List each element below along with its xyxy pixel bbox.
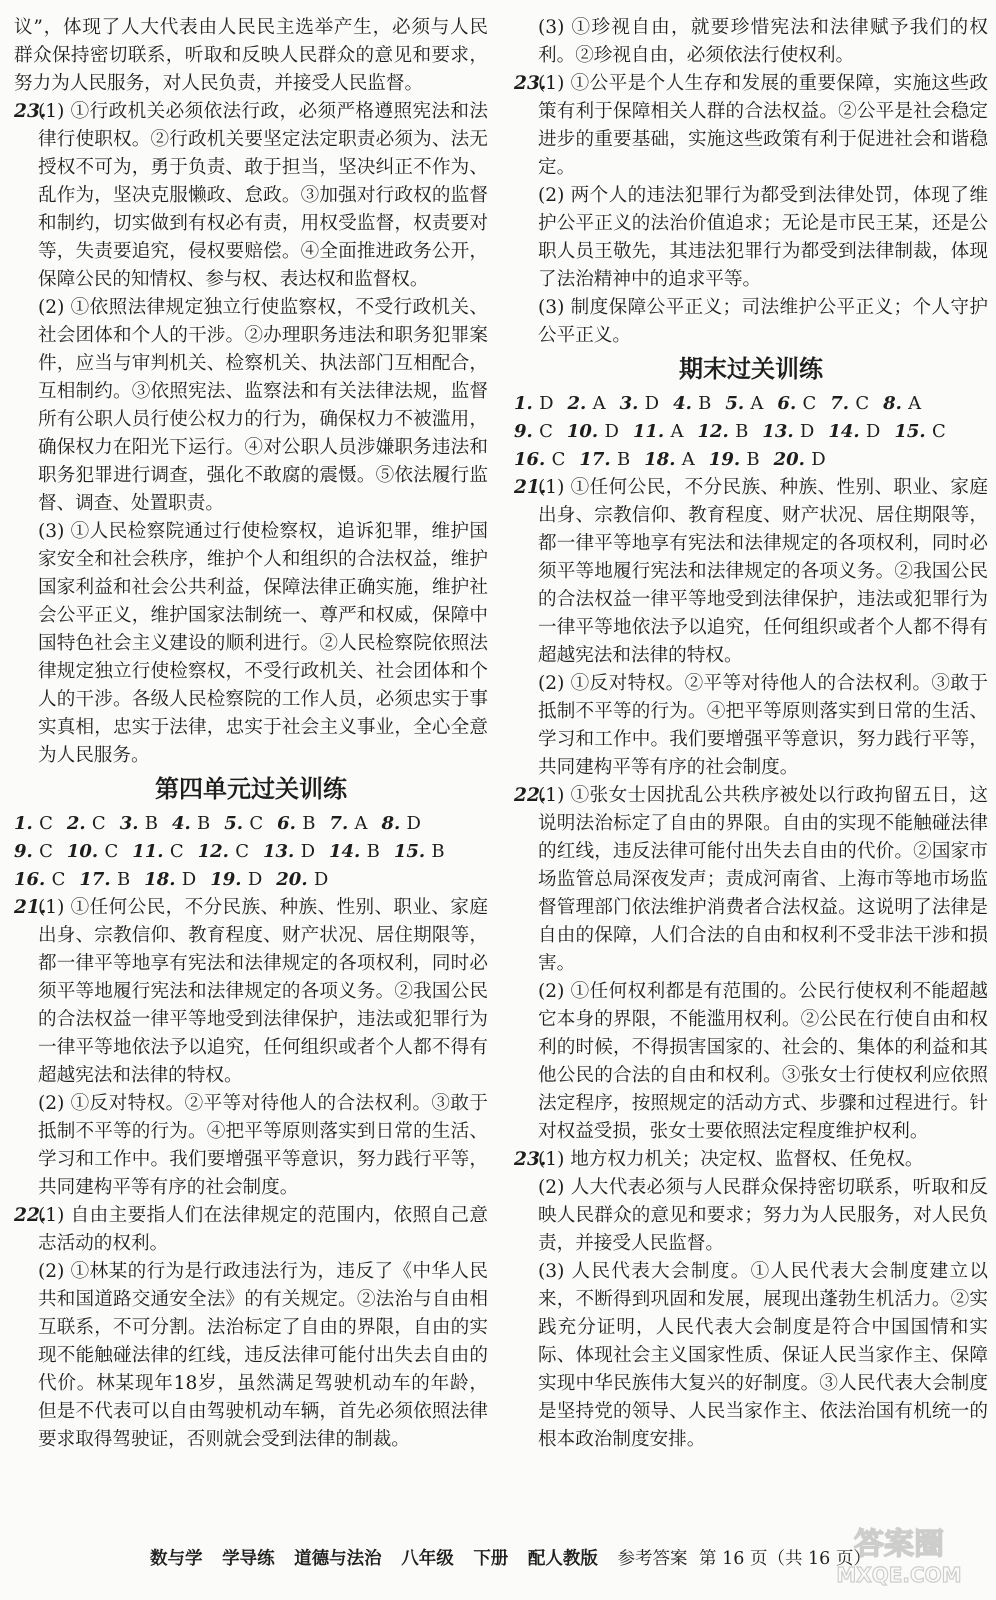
question-number: 23. xyxy=(514,73,547,94)
mcq-answer: A xyxy=(908,393,922,414)
mcq-answer: A xyxy=(670,421,684,442)
question-21-part-1 xyxy=(514,474,988,670)
mcq-answer: C xyxy=(39,813,53,834)
section-heading: 第四单元过关训练 xyxy=(155,775,347,803)
mcq-answer: C xyxy=(931,421,946,442)
question-23-part-3: (3) ①人民检察院通过行使检察权，追诉犯罪，维护国家安全和社会秩序，维护个人和组织的合法权益，维护国家利益和社会公共利益，保障法律正确实施，维护社会公平正义，维护国家法制统一、尊严和权威，保障中国特色社会主义建设的顺利进行。②人民检察院依照法律规定独立行使检察权，不受行政机关、社会团体和个人的干涉。各级人民检察院的工作人员，必须忠实于事实真相，忠实于法律，忠实于社会主义事业，全心全意为人民服务。 xyxy=(38,521,488,766)
question-23-final-part-1 xyxy=(514,1146,988,1174)
mcq-answer: D xyxy=(865,421,881,442)
mcq-number: 19. xyxy=(708,449,747,470)
question-22-part-1 xyxy=(14,1202,488,1258)
answer-text: (1) ①任何公民，不分民族、种族、性别、职业、家庭出身、宗教信仰、教育程度、财产状况、居住期限等，都一律平等地享有宪法和法律规定的各项权利，同时必须平等地履行宪法和法律规定的各项义务。②我国公民的合法权益一律平等地受到法律保护，违法或犯罪行为一律平等地依法予以追究，任何组织或者个人都不得有超越宪法和法律的特权。 xyxy=(538,477,988,666)
mcq-answer: A xyxy=(750,393,764,414)
question-22-part-2: (2) ①任何权利都是有范围的。公民行使权利不能超越它本身的界限，不能滥用权利。②公民在行使自由和权利的时候，不得损害国家的、社会的、集体的利益和其他公民的合法的自由和权利。③张女士行使权利应依照法定程序，按照规定的活动方式、步骤和过程进行。针对权益受损，张女士要依照法定程度维护权利。 xyxy=(538,981,988,1142)
mcq-number: 9. xyxy=(514,421,540,442)
question-21-part-2: (2) ①反对特权。②平等对待他人的合法权利。③敢于抵制不平等的行为。④把平等原则落实到日常的生活、学习和工作中。我们要增强平等意识，努力践行平等，共同建构平等有序的社会制度。 xyxy=(38,1093,488,1198)
mcq-row xyxy=(514,390,988,418)
left-column xyxy=(14,14,488,1454)
mcq-answer: D xyxy=(181,869,197,890)
mcq-number: 2. xyxy=(66,813,92,834)
mcq-number: 4. xyxy=(171,813,198,834)
mcq-answer: D xyxy=(406,813,421,834)
mcq-answer: B xyxy=(431,841,445,862)
footer-section: 参考答案 xyxy=(617,1549,688,1569)
mcq-answer: B xyxy=(746,449,760,470)
mcq-row xyxy=(14,838,488,866)
mcq-number: 17. xyxy=(579,449,617,470)
question-22-part-2: (2) ①林某的行为是行政违法行为，违反了《中华人民共和国道路交通安全法》的有关规定。②法治与自由相互联系，不可分割。法治标定了自由的界限，自由的实现不能触碰法律的红线，违反法律可能付出失去自由的代价。林某现年18岁，虽然满足驾驶机动车的年龄，但是不代表可以自由驾驶机动车辆，首先必须依照法律要求取得驾驶证，否则就会受到法律的制裁。 xyxy=(38,1261,488,1450)
question-number: 23. xyxy=(514,1149,547,1170)
watermark-text: 答案圈 xyxy=(854,1527,944,1562)
mcq-answer: C xyxy=(51,869,66,890)
mcq-answer: B xyxy=(197,813,211,834)
mcq-answer: B xyxy=(616,449,631,470)
mcq-answer: D xyxy=(811,449,826,470)
mcq-number: 14. xyxy=(828,421,866,442)
question-number: 23. xyxy=(14,101,47,122)
mcq-number: 15. xyxy=(393,841,432,862)
question-number: 21. xyxy=(514,477,547,498)
mcq-number: 8. xyxy=(381,813,407,834)
question-23-part-2: (2) ①依照法律规定独立行使监察权，不受行政机关、社会团体和个人的干涉。②办理职务违法和职务犯罪案件，应当与审判机关、检察机关、执法部门互相配合，互相制约。③依照宪法、监察法和有关法律法规，监督所有公职人员行使公权力的行为，确保权力不被滥用，确保权力在阳光下运行。④对公职人员涉嫌职务违法和职务犯罪进行调查，强化不敢腐的震慑。⑤依法履行监督、调查、处置职责。 xyxy=(38,297,488,514)
mcq-number: 3. xyxy=(119,813,145,834)
mcq-number: 16. xyxy=(514,449,552,470)
mcq-answer: D xyxy=(313,869,329,890)
mcq-number: 14. xyxy=(329,841,367,862)
footer-guide: 学导练 xyxy=(222,1549,275,1569)
mcq-number: 5. xyxy=(725,393,751,414)
mcq-number: 6. xyxy=(277,813,303,834)
mcq-answer: C xyxy=(235,841,249,862)
mcq-number: 2. xyxy=(567,393,593,414)
mcq-answers xyxy=(14,810,488,894)
question-number: 21. xyxy=(14,897,47,918)
mcq-answer: D xyxy=(604,421,619,442)
page-number: 第 16 页（共 16 页） xyxy=(699,1549,871,1569)
mcq-number: 15. xyxy=(894,421,932,442)
mcq-answer: B xyxy=(116,869,131,890)
mcq-number: 18. xyxy=(144,869,182,890)
question-23-part-1 xyxy=(14,98,488,294)
question-21-part-1 xyxy=(14,894,488,1090)
mcq-answer: D xyxy=(539,393,554,414)
answer-paragraph: 议”，体现了人大代表由人民民主选举产生，必须与人民群众保持密切联系，听取和反映人民群众的意见和要求，努力为人民服务，对人民负责，并接受人民监督。 xyxy=(14,17,488,94)
mcq-number: 10. xyxy=(566,421,605,442)
mcq-answer: C xyxy=(249,813,264,834)
question-23-final-part-2: (2) 人大代表必须与人民群众保持密切联系，听取和反映人民群众的意见和要求；努力为人民服务，对人民负责，并接受人民监督。 xyxy=(538,1177,988,1254)
mcq-number: 16. xyxy=(14,869,52,890)
mcq-number: 1. xyxy=(514,393,540,414)
mcq-number: 9. xyxy=(14,841,40,862)
mcq-number: 19. xyxy=(210,869,248,890)
mcq-answers xyxy=(514,390,988,474)
footer-subject: 道德与法治 xyxy=(294,1549,382,1569)
mcq-answer: A xyxy=(592,393,606,414)
mcq-answer: A xyxy=(681,449,695,470)
mcq-number: 20. xyxy=(773,449,812,470)
mcq-row xyxy=(14,810,488,838)
question-23-part-3: (3) 制度保障公平正义；司法维护公平正义；个人守护公平正义。 xyxy=(538,297,988,346)
mcq-answer: B xyxy=(302,813,316,834)
answer-text: (1) ①张女士因扰乱公共秩序被处以行政拘留五日，这说明法治标定了自由的界限。自由的实现不能触碰法律的红线，违反法律可能付出失去自由的代价。②国家市场监管总局深夜发声；责成河南省、上海市等地市场监督管理部门依法维护消费者合法权益。这说明了法律是自由的保障，人们合法的自由和权利不受非法干涉和损害。 xyxy=(538,785,988,974)
mcq-answer: B xyxy=(366,841,380,862)
footer-edition: 配人教版 xyxy=(527,1549,598,1569)
mcq-answer: C xyxy=(855,393,870,414)
mcq-answer: B xyxy=(735,421,749,442)
mcq-number: 12. xyxy=(197,841,236,862)
mcq-answer: A xyxy=(354,813,368,834)
footer-grade: 八年级 xyxy=(401,1549,454,1569)
mcq-number: 11. xyxy=(632,421,671,442)
footer-series: 数与学 xyxy=(150,1549,203,1569)
mcq-number: 13. xyxy=(762,421,800,442)
question-23-part-1 xyxy=(514,70,988,182)
question-number: 22. xyxy=(14,1205,47,1226)
question-23-part-2: (2) 两个人的违法犯罪行为都受到法律处罚，体现了维护公平正义的法治价值追求；无论是市民王某，还是公职人员王敬先，其违法犯罪行为都受到法律制裁，体现了法治精神中的追求平等。 xyxy=(538,185,988,290)
mcq-number: 7. xyxy=(329,813,355,834)
right-column xyxy=(514,14,988,1454)
mcq-number: 13. xyxy=(262,841,301,862)
mcq-number: 8. xyxy=(883,393,909,414)
mcq-number: 4. xyxy=(673,393,699,414)
mcq-row xyxy=(514,446,988,474)
mcq-answer: C xyxy=(539,421,553,442)
question-number: 22. xyxy=(514,785,547,806)
answer-text: (1) 自由主要指人们在法律规定的范围内，依照自己意志活动的权利。 xyxy=(38,1205,488,1254)
mcq-answer: D xyxy=(300,841,315,862)
mcq-answer: D xyxy=(644,393,660,414)
mcq-number: 17. xyxy=(79,869,117,890)
mcq-number: 20. xyxy=(276,869,314,890)
section-heading: 期末过关训练 xyxy=(679,355,823,383)
question-22-part-1 xyxy=(514,782,988,978)
question-21-part-2: (2) ①反对特权。②平等对待他人的合法权利。③敢于抵制不平等的行为。④把平等原则落实到日常的生活、学习和工作中。我们要增强平等意识，努力践行平等，共同建构平等有序的社会制度。 xyxy=(538,673,988,778)
answer-text: (1) ①行政机关必须依法行政，必须严格遵照宪法和法律行使职权。②行政机关要坚定法定职责必须为、法无授权不可为，勇于负责、敢于担当，坚决纠正不作为、乱作为，坚决克服懒政、怠政。③加强对行政权的监督和制约，切实做到有权必有责，用权受监督，权责要对等，失责要追究，侵权要赔偿。④全面推进政务公开，保障公民的知情权、参与权、表达权和监督权。 xyxy=(38,101,488,290)
mcq-answer: D xyxy=(799,421,815,442)
answer-text: (1) 地方权力机关；决定权、监督权、任免权。 xyxy=(538,1149,924,1170)
mcq-number: 12. xyxy=(697,421,736,442)
mcq-number: 3. xyxy=(619,393,645,414)
mcq-number: 1. xyxy=(14,813,40,834)
mcq-answer: B xyxy=(144,813,158,834)
mcq-answer: D xyxy=(247,869,263,890)
mcq-number: 11. xyxy=(132,841,170,862)
mcq-answer: C xyxy=(551,449,566,470)
mcq-number: 7. xyxy=(830,393,856,414)
mcq-answer: B xyxy=(698,393,712,414)
watermark-url: MXQE.COM xyxy=(836,1563,962,1587)
mcq-answer: C xyxy=(91,813,106,834)
watermark-logo xyxy=(824,1518,974,1588)
mcq-row xyxy=(514,418,988,446)
question-23-final-part-3: (3) 人民代表大会制度。①人民代表大会制度建立以来，不断得到巩固和发展，展现出蓬勃生机活力。②实践充分证明，人民代表大会制度是符合中国国情和实际、体现社会主义国家性质、保证人民当家作主、保障实现中华民族伟大复兴的好制度。③人民代表大会制度是坚持党的领导、人民当家作主、依法治国有机统一的根本政治制度安排。 xyxy=(538,1261,988,1450)
mcq-answer: C xyxy=(802,393,817,414)
mcq-answer: C xyxy=(104,841,119,862)
mcq-row xyxy=(14,866,488,894)
answer-text: (1) ①任何公民，不分民族、种族、性别、职业、家庭出身、宗教信仰、教育程度、财产状况、居住期限等，都一律平等地享有宪法和法律规定的各项权利，同时必须平等地履行宪法和法律规定的各项义务。②我国公民的合法权益一律平等地受到法律保护，违法或犯罪行为一律平等地依法予以追究，任何组织或者个人都不得有超越宪法和法律的特权。 xyxy=(38,897,488,1086)
answer-text: (1) ①公平是个人生存和发展的重要保障，实施这些政策有利于保障相关人群的合法权益。②公平是社会稳定进步的重要基础，实施这些政策有利于促进社会和谐稳定。 xyxy=(538,73,988,178)
question-22-part-3: (3) ①珍视自由，就要珍惜宪法和法律赋予我们的权利。②珍视自由，必须依法行使权利。 xyxy=(538,17,988,66)
mcq-number: 6. xyxy=(777,393,803,414)
mcq-number: 18. xyxy=(644,449,682,470)
mcq-answer: C xyxy=(169,841,184,862)
mcq-answer: C xyxy=(39,841,53,862)
mcq-number: 10. xyxy=(66,841,105,862)
footer-volume: 下册 xyxy=(473,1549,509,1569)
mcq-number: 5. xyxy=(224,813,250,834)
